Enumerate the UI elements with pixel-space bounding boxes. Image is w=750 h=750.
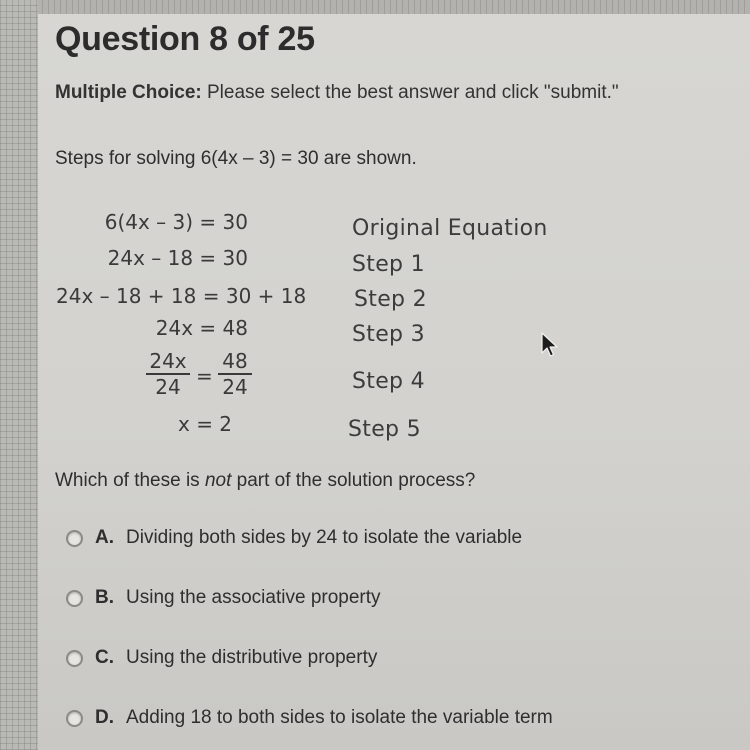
step-label-4: Step 4	[352, 369, 425, 394]
option-b[interactable]	[66, 584, 381, 612]
step4-right-denominator: 24	[222, 374, 248, 399]
step-label-2: Step 2	[354, 287, 427, 312]
step4-right-numerator: 48	[222, 349, 248, 373]
step4-left-denominator: 24	[155, 374, 181, 399]
step-equation-5: x = 2	[178, 412, 233, 436]
radio-button-icon[interactable]	[66, 590, 83, 607]
option-text: Using the distributive property	[126, 647, 378, 668]
option-text: Adding 18 to both sides to isolate the variable term	[126, 707, 553, 728]
instructions	[55, 82, 619, 104]
question-emphasis: not	[204, 470, 232, 491]
step-equation-original: 6(4x – 3) = 30	[104, 210, 248, 234]
problem-intro: Steps for solving 6(4x – 3) = 30 are shown.	[55, 148, 417, 169]
question-prompt	[55, 470, 475, 492]
step4-right-fraction	[218, 350, 252, 398]
radio-button-icon[interactable]	[66, 650, 83, 667]
question-title: Question 8 of 25	[55, 20, 315, 58]
step4-left-fraction	[146, 350, 190, 398]
step-equation-2: 24x – 18 + 18 = 30 + 18	[56, 284, 307, 308]
option-a[interactable]	[66, 524, 522, 552]
step4-equals: =	[196, 364, 213, 388]
option-letter: B.	[95, 587, 114, 608]
question-suffix: part of the solution process?	[231, 470, 476, 491]
step-label-original: Original Equation	[352, 216, 548, 241]
option-letter: C.	[95, 647, 114, 668]
option-letter: D.	[95, 707, 114, 728]
step-equation-3: 24x = 48	[155, 316, 248, 340]
instructions-type: Multiple Choice:	[55, 82, 202, 103]
step-label-3: Step 3	[352, 322, 425, 347]
radio-button-icon[interactable]	[66, 530, 83, 547]
question-prefix: Which of these is	[55, 470, 205, 491]
step-label-1: Step 1	[352, 252, 425, 277]
option-c[interactable]	[66, 644, 377, 672]
step4-left-numerator: 24x	[149, 349, 187, 373]
option-text: Using the associative property	[126, 587, 381, 608]
option-text: Dividing both sides by 24 to isolate the variable	[126, 527, 523, 548]
screen-left-edge	[0, 0, 38, 750]
step-equation-1: 24x – 18 = 30	[107, 246, 248, 270]
option-d[interactable]	[66, 704, 553, 732]
option-letter: A.	[95, 527, 114, 548]
step-label-5: Step 5	[348, 417, 421, 442]
radio-button-icon[interactable]	[66, 710, 83, 727]
mouse-pointer-icon	[540, 332, 560, 358]
question-page	[38, 14, 750, 750]
instructions-text: Please select the best answer and click "submit."	[201, 82, 619, 103]
